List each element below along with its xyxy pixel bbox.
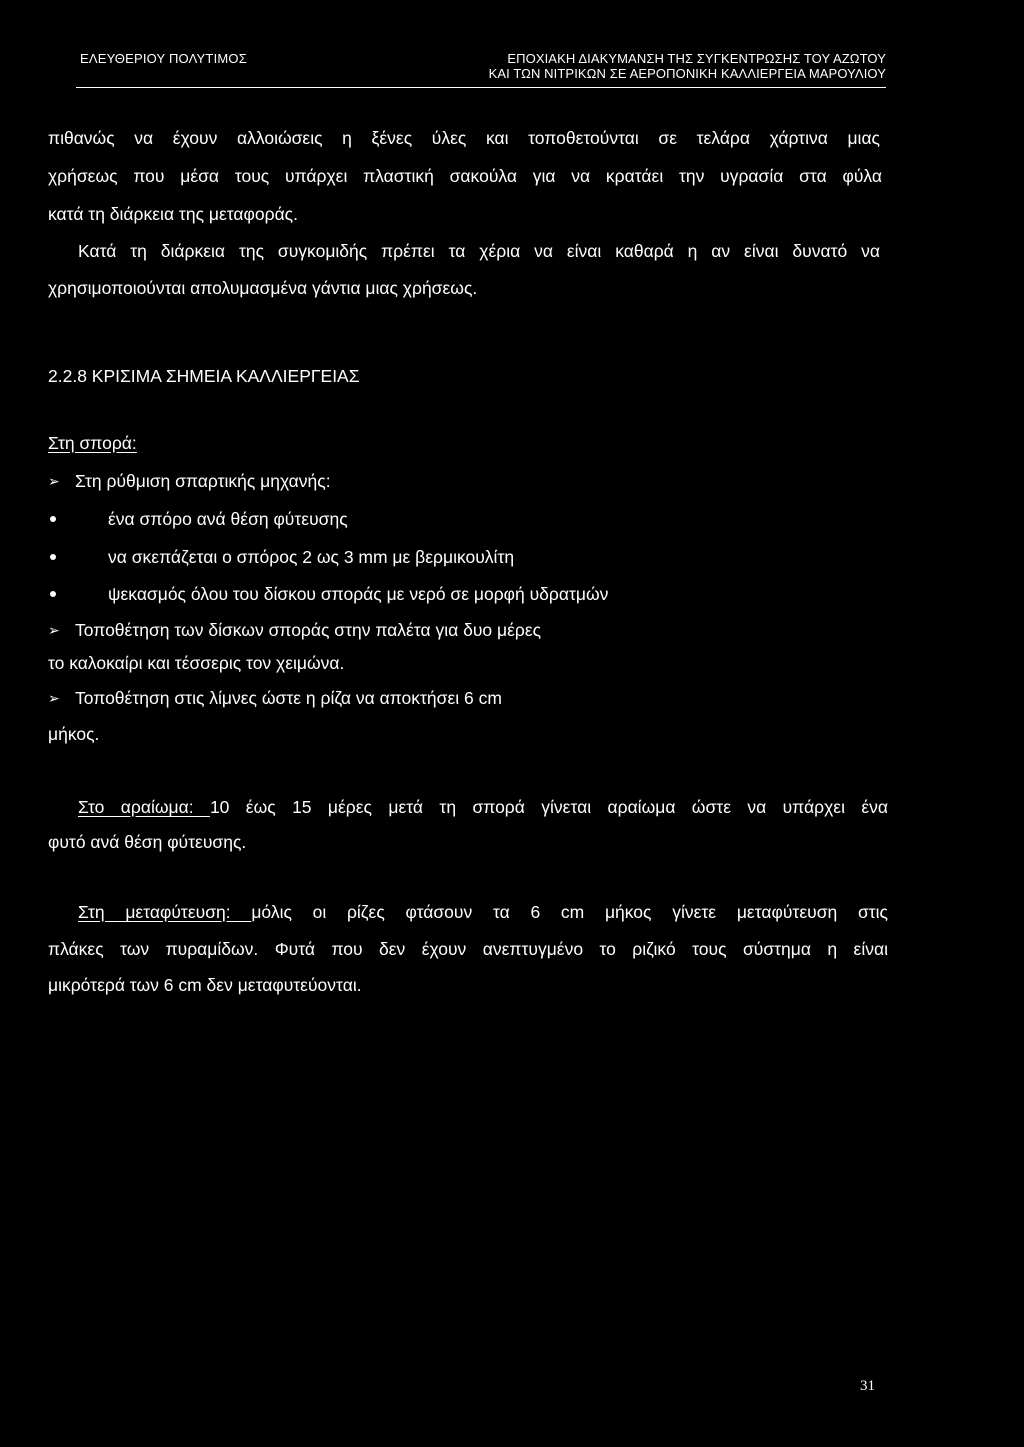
page-header: [76, 48, 886, 90]
sowing-item-pallet: [48, 619, 541, 641]
sowing-label: Στη σπορά:: [48, 433, 137, 453]
thinning-text: 10 έως 15 μέρες μετά τη σπορά γίνεται αραίωμα ώστε να υπάρχει ένα: [209, 797, 889, 817]
sowing-item-pallet-continued: το καλοκαίρι και τέσσερις τον χειμώνα.: [48, 653, 345, 673]
intro-line-2: χρήσεως που μέσα τους υπάρχει πλαστική σακούλα για να κρατάει την υγρασία στα φύλα: [48, 166, 882, 186]
arrow-item-text: Στη ρύθμιση σπαρτικής μηχανής:: [75, 471, 331, 491]
arrow-item-text: Τοποθέτηση στις λίμνες ώστε η ρίζα να αποκτήσει 6 cm: [75, 688, 502, 708]
bullet-item-seed-cover: να σκεπάζεται ο σπόρος 2 ως 3 mm με βερμικουλίτη: [108, 547, 515, 567]
transplant-line-1: [78, 901, 888, 923]
bullet-item-spraying: ψεκασμός όλου του δίσκου σποράς με νερό σε μορφή υδρατμών: [108, 584, 609, 604]
page-number: 31: [860, 1378, 875, 1394]
intro-line-5: χρησιμοποιούνται απολυμασμένα γάντια μιας χρήσεως.: [48, 278, 478, 298]
bullet-icon: [50, 554, 56, 560]
header-title-line1: ΕΠΟΧΙΑΚΗ ΔΙΑΚΥΜΑΝΣΗ ΤΗΣ ΣΥΓΚΕΝΤΡΩΣΗΣ ΤΟΥ ΑΖΩΤΟΥ: [507, 51, 886, 66]
intro-line-1: πιθανώς να έχουν αλλοιώσεις η ξένες ύλες και τοποθετούνται σε τελάρα χάρτινα μιας: [48, 128, 880, 148]
transplant-text: μόλις οι ρίζες φτάσουν τα 6 cm μήκος γίνετε μεταφύτευση στις: [251, 902, 888, 922]
bullet-icon: [50, 591, 56, 597]
thinning-line-2: φυτό ανά θέση φύτευσης.: [48, 832, 247, 852]
arrow-bullet-icon: ➢: [48, 622, 60, 638]
thinning-line-1: [78, 796, 888, 818]
intro-line-4: Κατά τη διάρκεια της συγκομιδής πρέπει τα χέρια να είναι καθαρά η αν είναι δυνατό να: [78, 241, 880, 261]
arrow-item-text: Τοποθέτηση των δίσκων σποράς στην παλέτα για δυο μέρες: [75, 620, 542, 640]
intro-line-3: κατά τη διάρκεια της μεταφοράς.: [48, 204, 298, 224]
arrow-bullet-icon: ➢: [48, 473, 60, 489]
transplant-line-2: πλάκες των πυραμίδων. Φυτά που δεν έχουν ανεπτυγμένο το ριζικό τους σύστημα η είναι: [48, 939, 888, 959]
sowing-item-machine-setup: [48, 470, 331, 492]
bullet-icon: [50, 516, 56, 522]
transplant-line-3: μικρότερά των 6 cm δεν μεταφυτεύονται.: [48, 975, 362, 995]
section-heading: 2.2.8 ΚΡΙΣΙΜΑ ΣΗΜΕΙΑ ΚΑΛΛΙΕΡΓΕΙΑΣ: [48, 366, 360, 386]
header-author: ΕΛΕΥΘΕΡΙΟΥ ΠΟΛΥΤΙΜΟΣ: [80, 51, 247, 66]
header-rule: [76, 87, 886, 88]
sowing-item-ponds: [48, 687, 502, 709]
header-title-line2: ΚΑΙ ΤΩΝ ΝΙΤΡΙΚΩΝ ΣΕ ΑΕΡΟΠΟΝΙΚΗ ΚΑΛΛΙΕΡΓΕΙΑ ΜΑΡΟΥΛΙΟΥ: [488, 66, 886, 81]
transplant-label: Στη μεταφύτευση:: [78, 902, 252, 922]
bullet-item-seed-per-position: ένα σπόρο ανά θέση φύτευσης: [108, 509, 348, 529]
arrow-bullet-icon: ➢: [48, 690, 60, 706]
header-title: [489, 51, 886, 81]
thinning-label: Στο αραίωμα:: [78, 797, 210, 817]
sowing-item-ponds-continued: μήκος.: [48, 724, 100, 744]
